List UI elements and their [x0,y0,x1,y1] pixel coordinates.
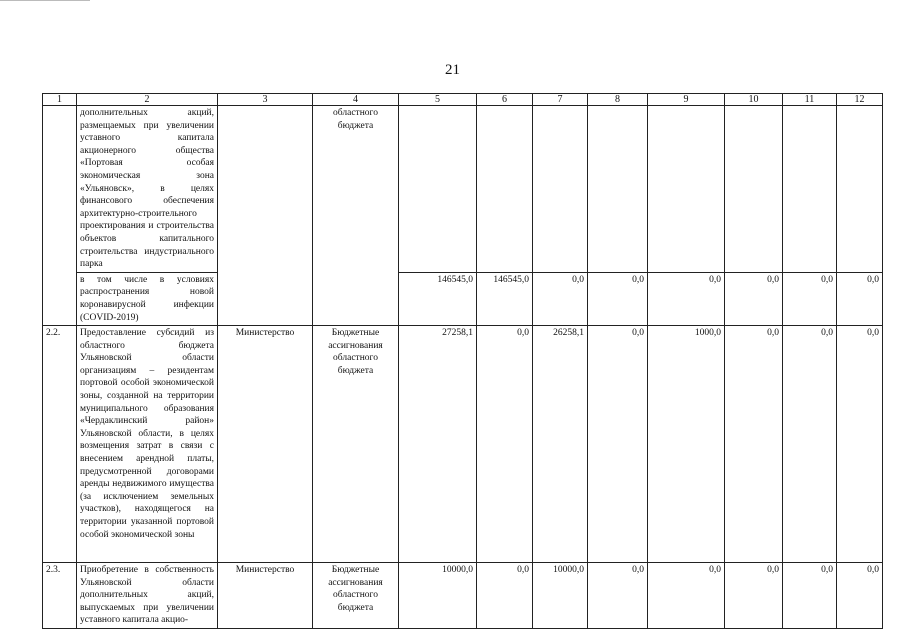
cell-value [588,106,648,273]
cell-value: 0,0 [783,272,837,325]
table-row [43,272,883,325]
column-header: 1 [43,94,77,106]
cell-value [783,106,837,273]
table-row [43,563,883,629]
row-description: дополнительных акций, размещаемых при увеличении уставного капитала акционерного общества «Портовая особая экономическая зона «Ульяновск», в целях финансового обеспечения архитектурно-строительного проектирования и строительства объектов капитального строительства индустриального парка [77,106,218,273]
cell-value: 0,0 [837,326,883,563]
cell-value: 0,0 [588,272,648,325]
cell-value: 0,0 [725,326,783,563]
row-source: областного бюджета [313,106,399,273]
cell-value: 0,0 [588,326,648,563]
cell-value: 0,0 [725,272,783,325]
page-number: 21 [445,62,460,78]
cell-value: 10000,0 [399,563,477,629]
cell-value: 0,0 [783,563,837,629]
row-number [43,272,77,325]
cell-value: 27258,1 [399,326,477,563]
row-executor [218,106,313,273]
cell-value: 0,0 [477,563,533,629]
column-header: 11 [783,94,837,106]
cell-value [648,106,725,273]
column-header: 9 [648,94,725,106]
cell-value: 0,0 [725,563,783,629]
cell-value: 0,0 [837,272,883,325]
cell-value: 0,0 [533,272,588,325]
cell-value: 0,0 [648,272,725,325]
row-number: 2.3. [43,563,77,629]
column-header: 8 [588,94,648,106]
cell-value: 146545,0 [477,272,533,325]
column-header: 12 [837,94,883,106]
row-executor [218,272,313,325]
row-executor: Министерство [218,563,313,629]
column-header: 4 [313,94,399,106]
scan-edge-line [0,0,90,1]
row-number [43,106,77,273]
column-header: 5 [399,94,477,106]
row-executor: Министерство [218,326,313,563]
cell-value: 26258,1 [533,326,588,563]
table-row [43,106,883,273]
budget-table [42,93,883,629]
cell-value: 146545,0 [399,272,477,325]
row-source [313,272,399,325]
column-header: 2 [77,94,218,106]
row-description: Предоставление субсидий из областного бюджета Ульяновской области организациям – резидентам портовой особой экономической зоны, созданной на территории муниципального образования «Чердаклинский район» Ульяновской области, в целях возмещения затрат в связи с внесением арендной платы, предусмотренной договорами аренды недвижимого имущества (за исключением земельных участков), находящегося на территории указанной портовой особой экономической зоны [77,326,218,563]
row-description: в том числе в условиях распространения новой коронавирусной инфекции (COVID-2019) [77,272,218,325]
cell-value: 0,0 [783,326,837,563]
column-header: 6 [477,94,533,106]
cell-value: 10000,0 [533,563,588,629]
cell-value: 0,0 [837,563,883,629]
column-header: 7 [533,94,588,106]
column-header: 3 [218,94,313,106]
cell-value: 0,0 [588,563,648,629]
cell-value [399,106,477,273]
cell-value [533,106,588,273]
cell-value: 0,0 [477,326,533,563]
row-number: 2.2. [43,326,77,563]
cell-value [837,106,883,273]
cell-value [477,106,533,273]
cell-value [725,106,783,273]
cell-value: 0,0 [648,563,725,629]
row-source: Бюджетные ассигнования областного бюджета [313,326,399,563]
row-source: Бюджетные ассигнования областного бюджета [313,563,399,629]
table-row [43,326,883,563]
column-header: 10 [725,94,783,106]
row-description: Приобретение в собственность Ульяновской области дополнительных акций, выпускаемых при увеличении уставного капитала акцио- [77,563,218,629]
table-header-row [43,94,883,106]
cell-value: 1000,0 [648,326,725,563]
